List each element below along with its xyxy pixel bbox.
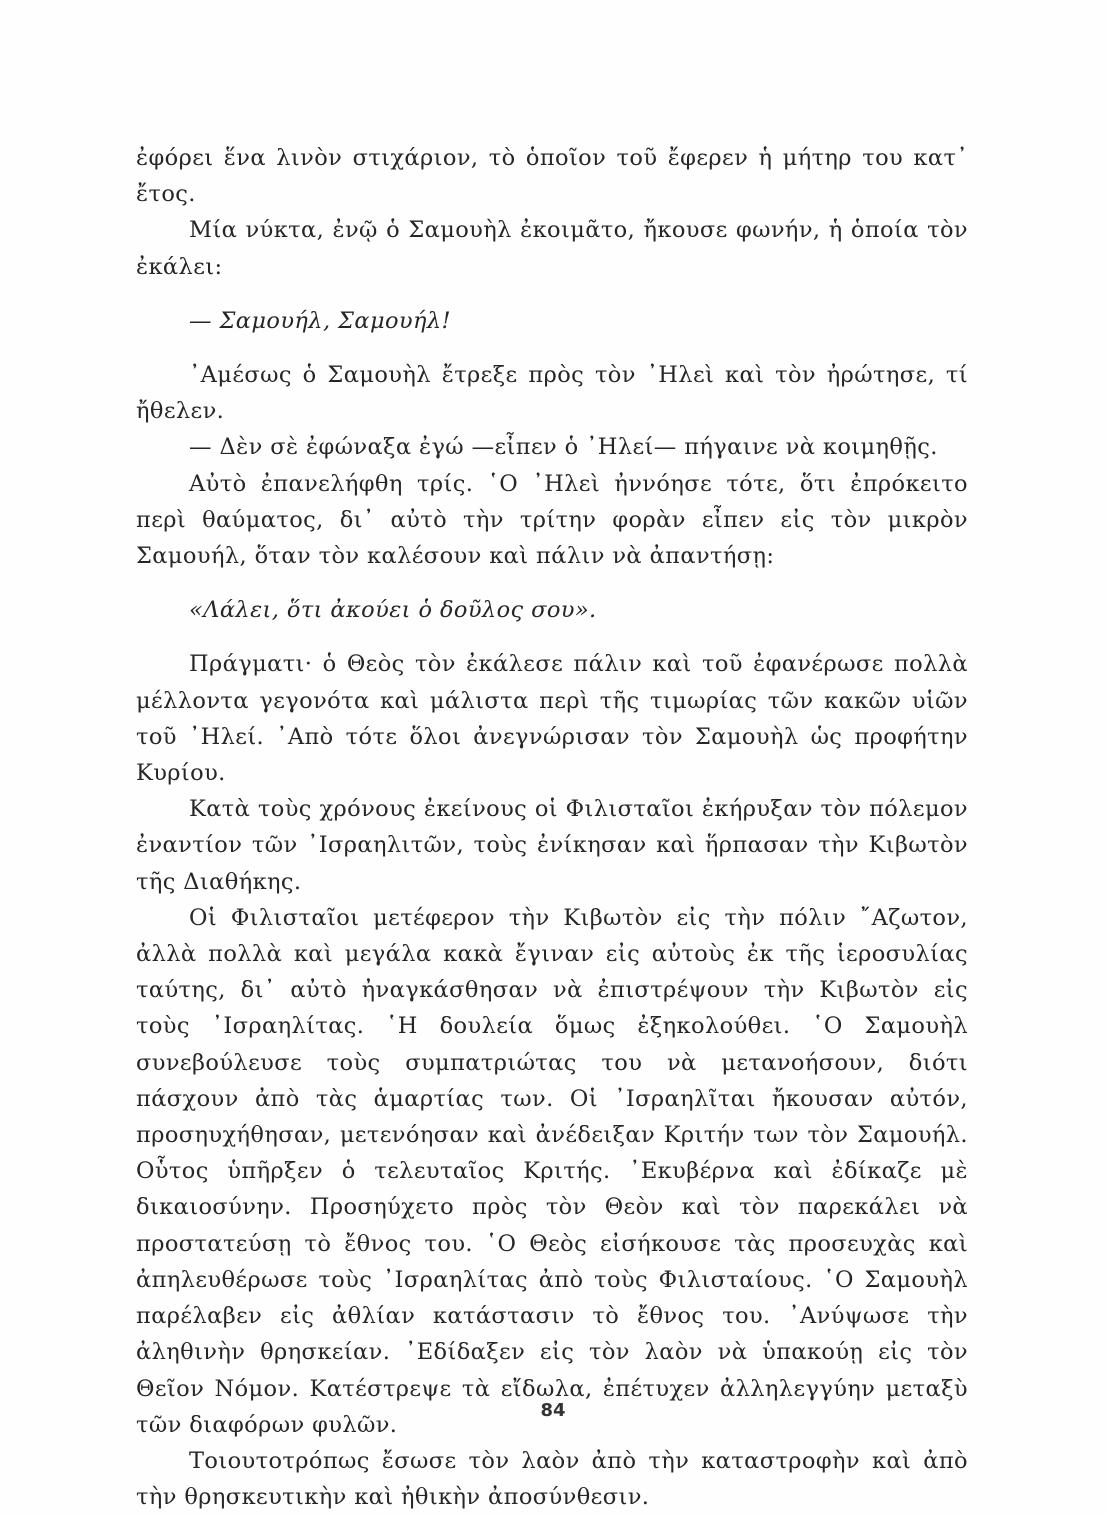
paragraph: Μία νύκτα, ἐνῷ ὁ Σαμουὴλ ἐκοιμᾶτο, ἤκουσε φωνήν, ἡ ὁποία τὸν ἐκάλει: (136, 217, 968, 280)
paragraph: ᾿Αμέσως ὁ Σαμουὴλ ἔτρεξε πρὸς τὸν ᾿Ηλεὶ καὶ τὸν ἠρώτησε, τί ἤθελεν. (136, 362, 968, 425)
paragraph: ἐφόρει ἕνα λινὸν στιχάριον, τὸ ὁποῖον τοῦ ἔφερεν ἡ μήτηρ του κατ᾽ ἔτος. (136, 145, 968, 208)
quoted-speech: — Σαμουήλ, Σαμουήλ! (189, 307, 451, 334)
paragraph: Οἱ Φιλισταῖοι μετέφερον τὴν Κιβωτὸν εἰς τὴν πόλιν ῎Αζωτον, ἀλλὰ πολλὰ καὶ μεγάλα κακὰ ἔγιναν εἰς αὐτοὺς ἐκ τῆς ἱεροσυλίας ταύτης, δι᾽ αὐτὸ ἠναγκάσθησαν νὰ ἐπιστρέψουν τὴν Κιβωτὸν εἰς τοὺς ᾿Ισραηλίτας. ῾Η δουλεία ὅμως ἐξηκολούθει. ῾Ο Σαμουὴλ συνεβούλευσε τοὺς συμπατριώτας του νὰ μετανοήσουν, διότι πάσχουν ἀπὸ τὰς ἁμαρτίας των. Οἱ ᾿Ισραηλῖται ἤκουσαν αὐτόν, προσηυχήθησαν, μετενόησαν καὶ ἀνέδειξαν Κριτήν των τὸν Σαμουήλ. Οὗτος ὑπῆρξεν ὁ τελευταῖος Κριτής. ᾿Εκυβέρνα καὶ ἐδίκαζε μὲ δικαιοσύνην. Προσηύχετο πρὸς τὸν Θεὸν καὶ τὸν παρεκάλει νὰ προστατεύσῃ τὸ ἔθνος του. ῾Ο Θεὸς εἰσήκουσε τὰς προσευχὰς καὶ ἀπηλευθέρωσε τοὺς ᾿Ισραηλίτας ἀπὸ τοὺς Φιλισταίους. ῾Ο Σαμουὴλ παρέλαβεν εἰς ἀθλίαν κατάστασιν τὸ ἔθνος του. ᾿Ανύψωσε τὴν ἀληθινὴν θρησκείαν. ᾿Εδίδαξεν εἰς τὸν λαὸν νὰ ὑπακούῃ εἰς τὸν Θεῖον Νόμον. Κατέστρεψε τὰ εἴδωλα, ἐπέτυχεν ἀλληλεγγύην μεταξὺ τῶν διαφόρων φυλῶν. (136, 904, 968, 1438)
page-number: 84 (540, 1400, 566, 1421)
paragraph: Αὐτὸ ἐπανελήφθη τρίς. ῾Ο ᾿Ηλεὶ ἠννόησε τότε, ὅτι ἐπρόκειτο περὶ θαύματος, δι᾽ αὐτὸ τὴν τρίτην φορὰν εἶπεν εἰς τὸν μικρὸν Σαμουήλ, ὅταν τὸν καλέσουν καὶ πάλιν νὰ ἀπαντήσῃ: (136, 470, 968, 570)
paragraph: Κατὰ τοὺς χρόνους ἐκείνους οἱ Φιλισταῖοι ἐκήρυξαν τὸν πόλεμον ἐναντίον τῶν ᾿Ισραηλιτῶν, τοὺς ἐνίκησαν καὶ ἥρπασαν τὴν Κιβωτὸν τῆς Διαθήκης. (136, 796, 968, 895)
quoted-speech: «Λάλει, ὅτι ἀκούει ὁ δοῦλος σου». (189, 597, 597, 624)
paragraph: Πράγματι· ὁ Θεὸς τὸν ἐκάλεσε πάλιν καὶ τοῦ ἐφανέρωσε πολλὰ μέλλοντα γεγονότα καὶ μάλιστα περὶ τῆς τιμωρίας τῶν κακῶν υἱῶν τοῦ ᾿Ηλεί. ᾿Απὸ τότε ὅλοι ἀνεγνώρισαν τὸν Σαμουὴλ ὡς προφήτην Κυρίου. (136, 651, 968, 787)
paragraph: Τοιουτοτρόπως ἔσωσε τὸν λαὸν ἀπὸ τὴν καταστροφὴν καὶ ἀπὸ τὴν θρησκευτικὴν καὶ ἠθικὴν ἀποσύνθεσιν. (136, 1447, 968, 1511)
body-text (136, 140, 968, 1515)
paragraph: — Δὲν σὲ ἐφώναξα ἐγώ —εἶπεν ὁ ᾿Ηλεί— πήγαινε νὰ κοιμηθῇς. (189, 434, 938, 461)
